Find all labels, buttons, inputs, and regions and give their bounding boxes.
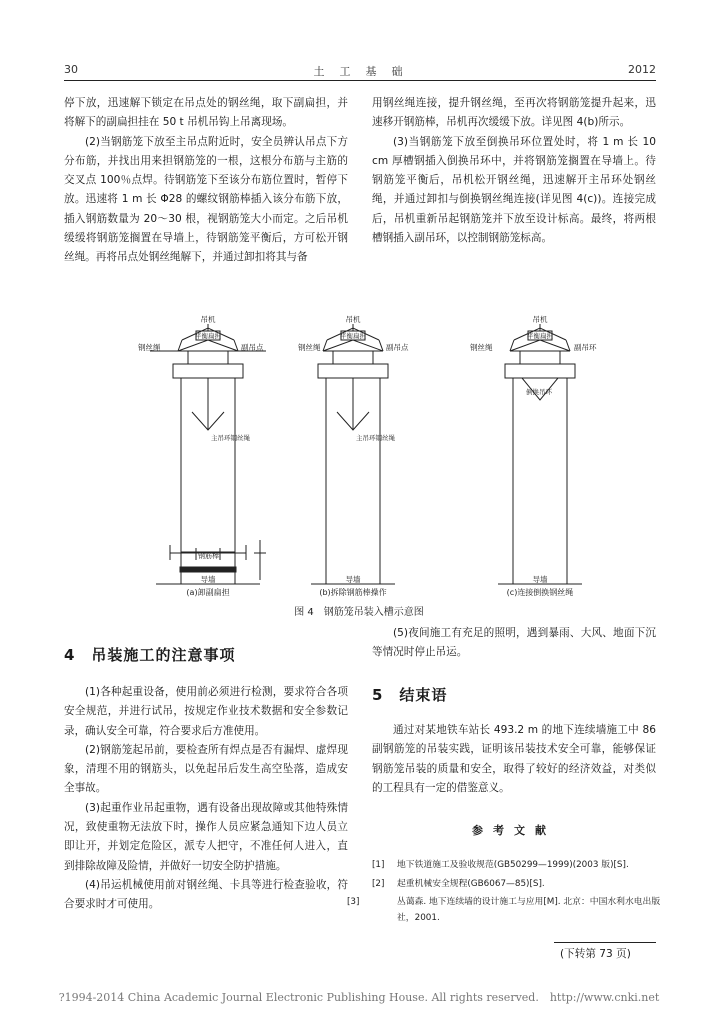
paragraph: (2)当钢筋笼下放至主吊点附近时，安全员辨认吊点下方分布筋，并找出用来担钢筋笼的一根，这根分布筋与主筋的交叉点 100％点焊。待钢筋笼下至该分布筋位置时，暂停下放。迅速将 1 m 长 Φ28 的螺纹钢筋棒插入该分布筋下放，插入钢筋数量为 20～30 根，视钢筋笼大小而定。之后吊机缓缓将钢筋笼搁置在导墙上，待钢筋笼平衡后，方可松开钢丝绳。再将吊点处钢丝绳解下，并通过卸扣将其与备 (64, 135, 348, 264)
wire-rope-label: 钢丝绳 (470, 343, 493, 352)
reference-number: [1] (372, 860, 385, 870)
reference-item (372, 876, 662, 892)
section-heading: 4 吊装施工的注意事项 (64, 646, 236, 664)
continued-note: (下转第 73 页) (560, 948, 631, 960)
left-column-bottom (64, 683, 348, 915)
guide-wall-label: 导墙 (345, 575, 361, 584)
reference-number: [3] (347, 897, 360, 907)
swap-ring-label: 倒换吊环 (526, 388, 552, 396)
wire-rope-label: 钢丝绳 (298, 343, 321, 352)
crane-label: 吊机 (532, 315, 548, 324)
beam-label: 平衡扁担 (527, 332, 553, 340)
reference-item (372, 857, 662, 873)
panel-c (498, 324, 582, 584)
paragraph: 停下放，迅速解下锁定在吊点处的钢丝绳，取下副扁担，并将解下的副扁担挂在 50 t 吊机吊钩上吊离现场。 (64, 97, 348, 129)
paragraph: (3)当钢筋笼下放至倒换吊环位置处时，将 1 m 长 10 cm 厚槽钢插入倒换吊环中，并将钢筋笼搁置在导墙上。待钢筋笼平衡后，吊机松开钢丝绳，迅速解开主吊环处钢丝绳，并通过卸扣与倒换钢丝绳连接(详见图 4(c))。连接完成后，吊机重新吊起钢筋笼并下放至设计标高。最终，将两根槽钢插入副吊环，以控制钢筋笼标高。 (372, 135, 656, 245)
continued-rule (554, 942, 656, 943)
secondary-lift-point-label: 副吊点 (241, 343, 264, 352)
beam-label: 平衡扁担 (195, 332, 221, 340)
journal-title: 土 工 基 础 (313, 65, 405, 78)
copyright-footer: ?1994-2014 China Academic Journal Electronic Publishing House. All rights reserved. http://www.cnki.net (58, 991, 660, 1004)
journal-year: 2012 (628, 63, 656, 76)
right-column-bottom (372, 624, 656, 663)
conclusion (372, 721, 656, 798)
reference-text: 地下铁道施工及验收规范(GB50299—1999)(2003 版)[S]. (397, 860, 629, 870)
section-heading: 5 结束语 (372, 686, 448, 704)
panel-a (150, 324, 266, 584)
paragraph: 通过对某地铁车站长 493.2 m 的地下连续墙施工中 86 副钢筋笼的吊装实践，证明该吊装技术安全可靠，能够保证钢筋笼吊装的质量和安全，取得了较好的经济效益，对类似的工程具有一定的借鉴意义。 (372, 724, 656, 794)
main-ring-label: 主吊环钢丝绳 (356, 434, 395, 442)
reference-text: 丛蔼森. 地下连续墙的设计施工与应用[M]. 北京：中国水利水电出版社，2001. (397, 897, 661, 923)
references-heading: 参考文献 (472, 824, 556, 837)
page-number: 30 (64, 63, 78, 76)
paragraph: (2)钢筋笼起吊前，要检查所有焊点是否有漏焊、虚焊现象，清理不用的钢筋头，以免起吊后发生高空坠落，造成安全事故。 (64, 743, 348, 795)
reference-text: 起重机械安全规程(GB6067—85)[S]. (397, 879, 545, 889)
rebar-bar-label: 钢筋棒 (198, 552, 219, 560)
secondary-lift-point-label: 副吊点 (386, 343, 409, 352)
subcaption-b: (b)拆除钢筋棒操作 (319, 588, 387, 597)
paragraph: (5)夜间施工有充足的照明，遇到暴雨、大风、地面下沉等情况时停止吊运。 (372, 627, 656, 659)
guide-wall-label: 导墙 (200, 575, 216, 584)
reference-item (347, 894, 662, 926)
reference-number: [2] (372, 879, 385, 889)
figure-caption: 图 4 钢筋笼吊装入槽示意图 (294, 607, 424, 618)
crane-label: 吊机 (345, 315, 361, 324)
guide-wall-label: 导墙 (532, 575, 548, 584)
crane-label: 吊机 (200, 315, 216, 324)
main-ring-label: 主吊环钢丝绳 (211, 434, 250, 442)
subcaption-a: (a)卸副扁担 (186, 588, 230, 597)
beam-label: 平衡扁担 (340, 332, 366, 340)
paragraph: (3)起重作业吊起重物，遇有设备出现故障或其他特殊情况，致使重物无法放下时，操作人员应紧急通知下边人员立即让开，并划定危险区，派专人把守，不准任何人进入，直到排除故障及险情，并做好一切安全防护措施。 (64, 801, 348, 872)
secondary-ring-label: 副吊环 (574, 343, 597, 352)
paragraph: (1)各种起重设备，使用前必须进行检测，要求符合各项安全规范，并进行试吊，按规定作业技术数据和安全参数记录，确认安全可靠，符合要求后方准使用。 (64, 686, 348, 737)
subcaption-c: (c)连接倒换钢丝绳 (506, 588, 574, 597)
paragraph: 用钢丝绳连接，提升钢丝绳，至再次将钢筋笼提升起来，迅速移开钢筋棒，吊机再次缓缓下放。详见图 4(b)所示。 (372, 97, 656, 129)
wire-rope-label: 钢丝绳 (138, 343, 161, 352)
paragraph: (4)吊运机械使用前对钢丝绳、卡具等进行检查验收，符合要求时才可使用。 (64, 878, 348, 911)
panel-b (311, 324, 395, 584)
